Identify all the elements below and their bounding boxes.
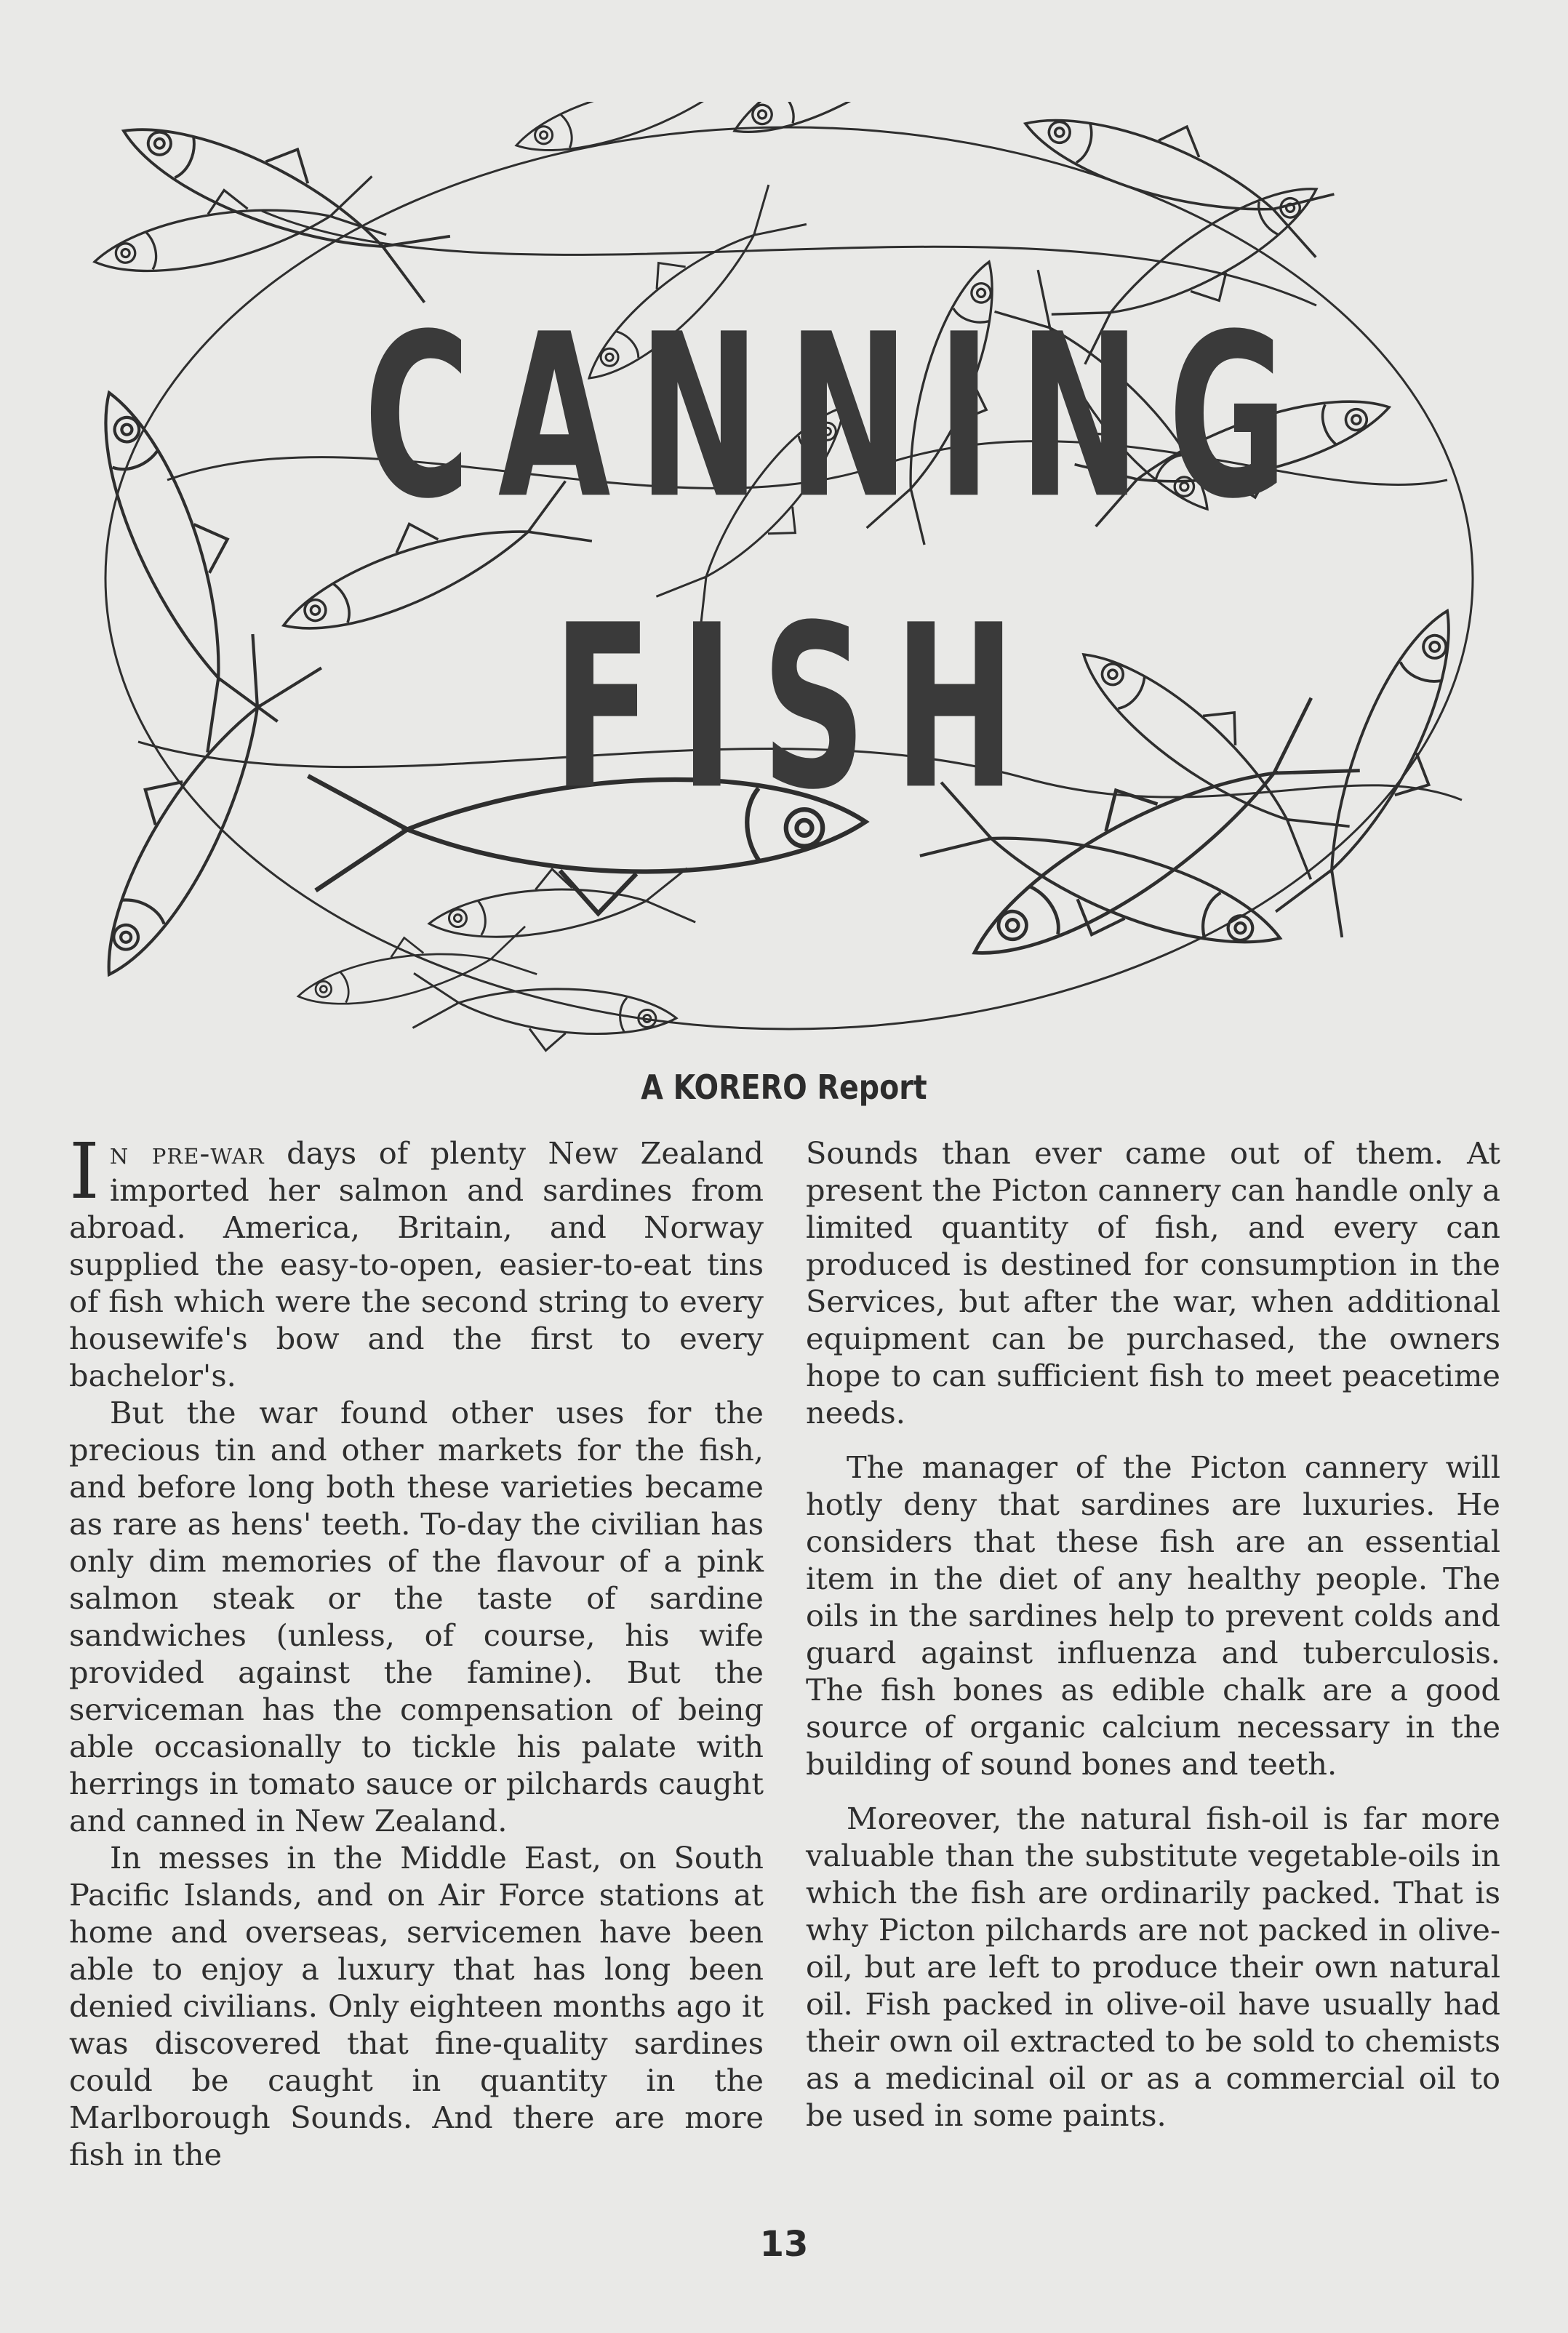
drop-cap: I [69,1127,100,1216]
article-title-line-1: CANNING [364,286,1316,549]
article-byline: A KORERO Report [641,1068,927,1107]
right-text-column [806,1135,1500,2134]
article-title-line-2: FISH [553,577,1044,840]
opening-small-caps: n pre-war [109,1135,265,1171]
page-number: 13 [759,2224,809,2265]
paragraph-4: Sounds than ever came out of them. At present the Picton cannery can handle only a limited quantity of fish, and every can produced is destined for consumption in the Services, but after the war, when additional equipment can be purchased, the owners hope to can sufficient fish to meet peacetime needs. [806,1135,1500,1430]
paragraph-5: The manager of the Picton cannery will hotly deny that sardines are luxuries. He considers that these fish are an essential item in the diet of any healthy people. The oils in the sardines help to prevent colds and guard against influenza and tuberculosis. The fish bones as edible chalk are a good source of organic calcium necessary in the building of sound bones and teeth. [806,1449,1500,1782]
paragraph-1-text: days of plenty New Zealand imported her salmon and sardines from abroad. America, Britain, and Norway supplied the easy-to-open, easier-to-eat tins of fish which were the second string to every housewife's bow and the first to every bachelor's. [69,1135,764,1393]
paragraph-6: Moreover, the natural fish-oil is far more valuable than the substitute vegetable-oils in which the fish are ordinarily packed. That is why Picton pilchards are not packed in olive-oil, but are left to produce their own natural oil. Fish packed in olive-oil have usually had their own oil extracted to be sold to chemists as a medicinal oil or as a commercial oil to be used in some paints. [806,1801,1500,2133]
left-text-column [69,1127,764,2173]
paragraph-1 [69,1127,764,1394]
paragraph-3: In messes in the Middle East, on South Pacific Islands, and on Air Force stations at home and overseas, servicemen have been able to enjoy a luxury that has long been denied civilians. Only eighteen months ago it was discovered that fine-quality sardines could be caught in quantity in the Marlborough Sounds. And there are more fish in the [69,1840,764,2172]
paragraph-2: But the war found other uses for the precious tin and other markets for the fish, and before long both these varieties became as rare as hens' teeth. To-day the civilian has only dim memories of the flavour of a pink salmon steak or the taste of sardine sandwiches (unless, of course, his wife provided against the famine). But the serviceman has the compensation of being able occasionally to tickle his palate with herrings in tomato sauce or pilchards caught and canned in New Zealand. [69,1395,764,1838]
